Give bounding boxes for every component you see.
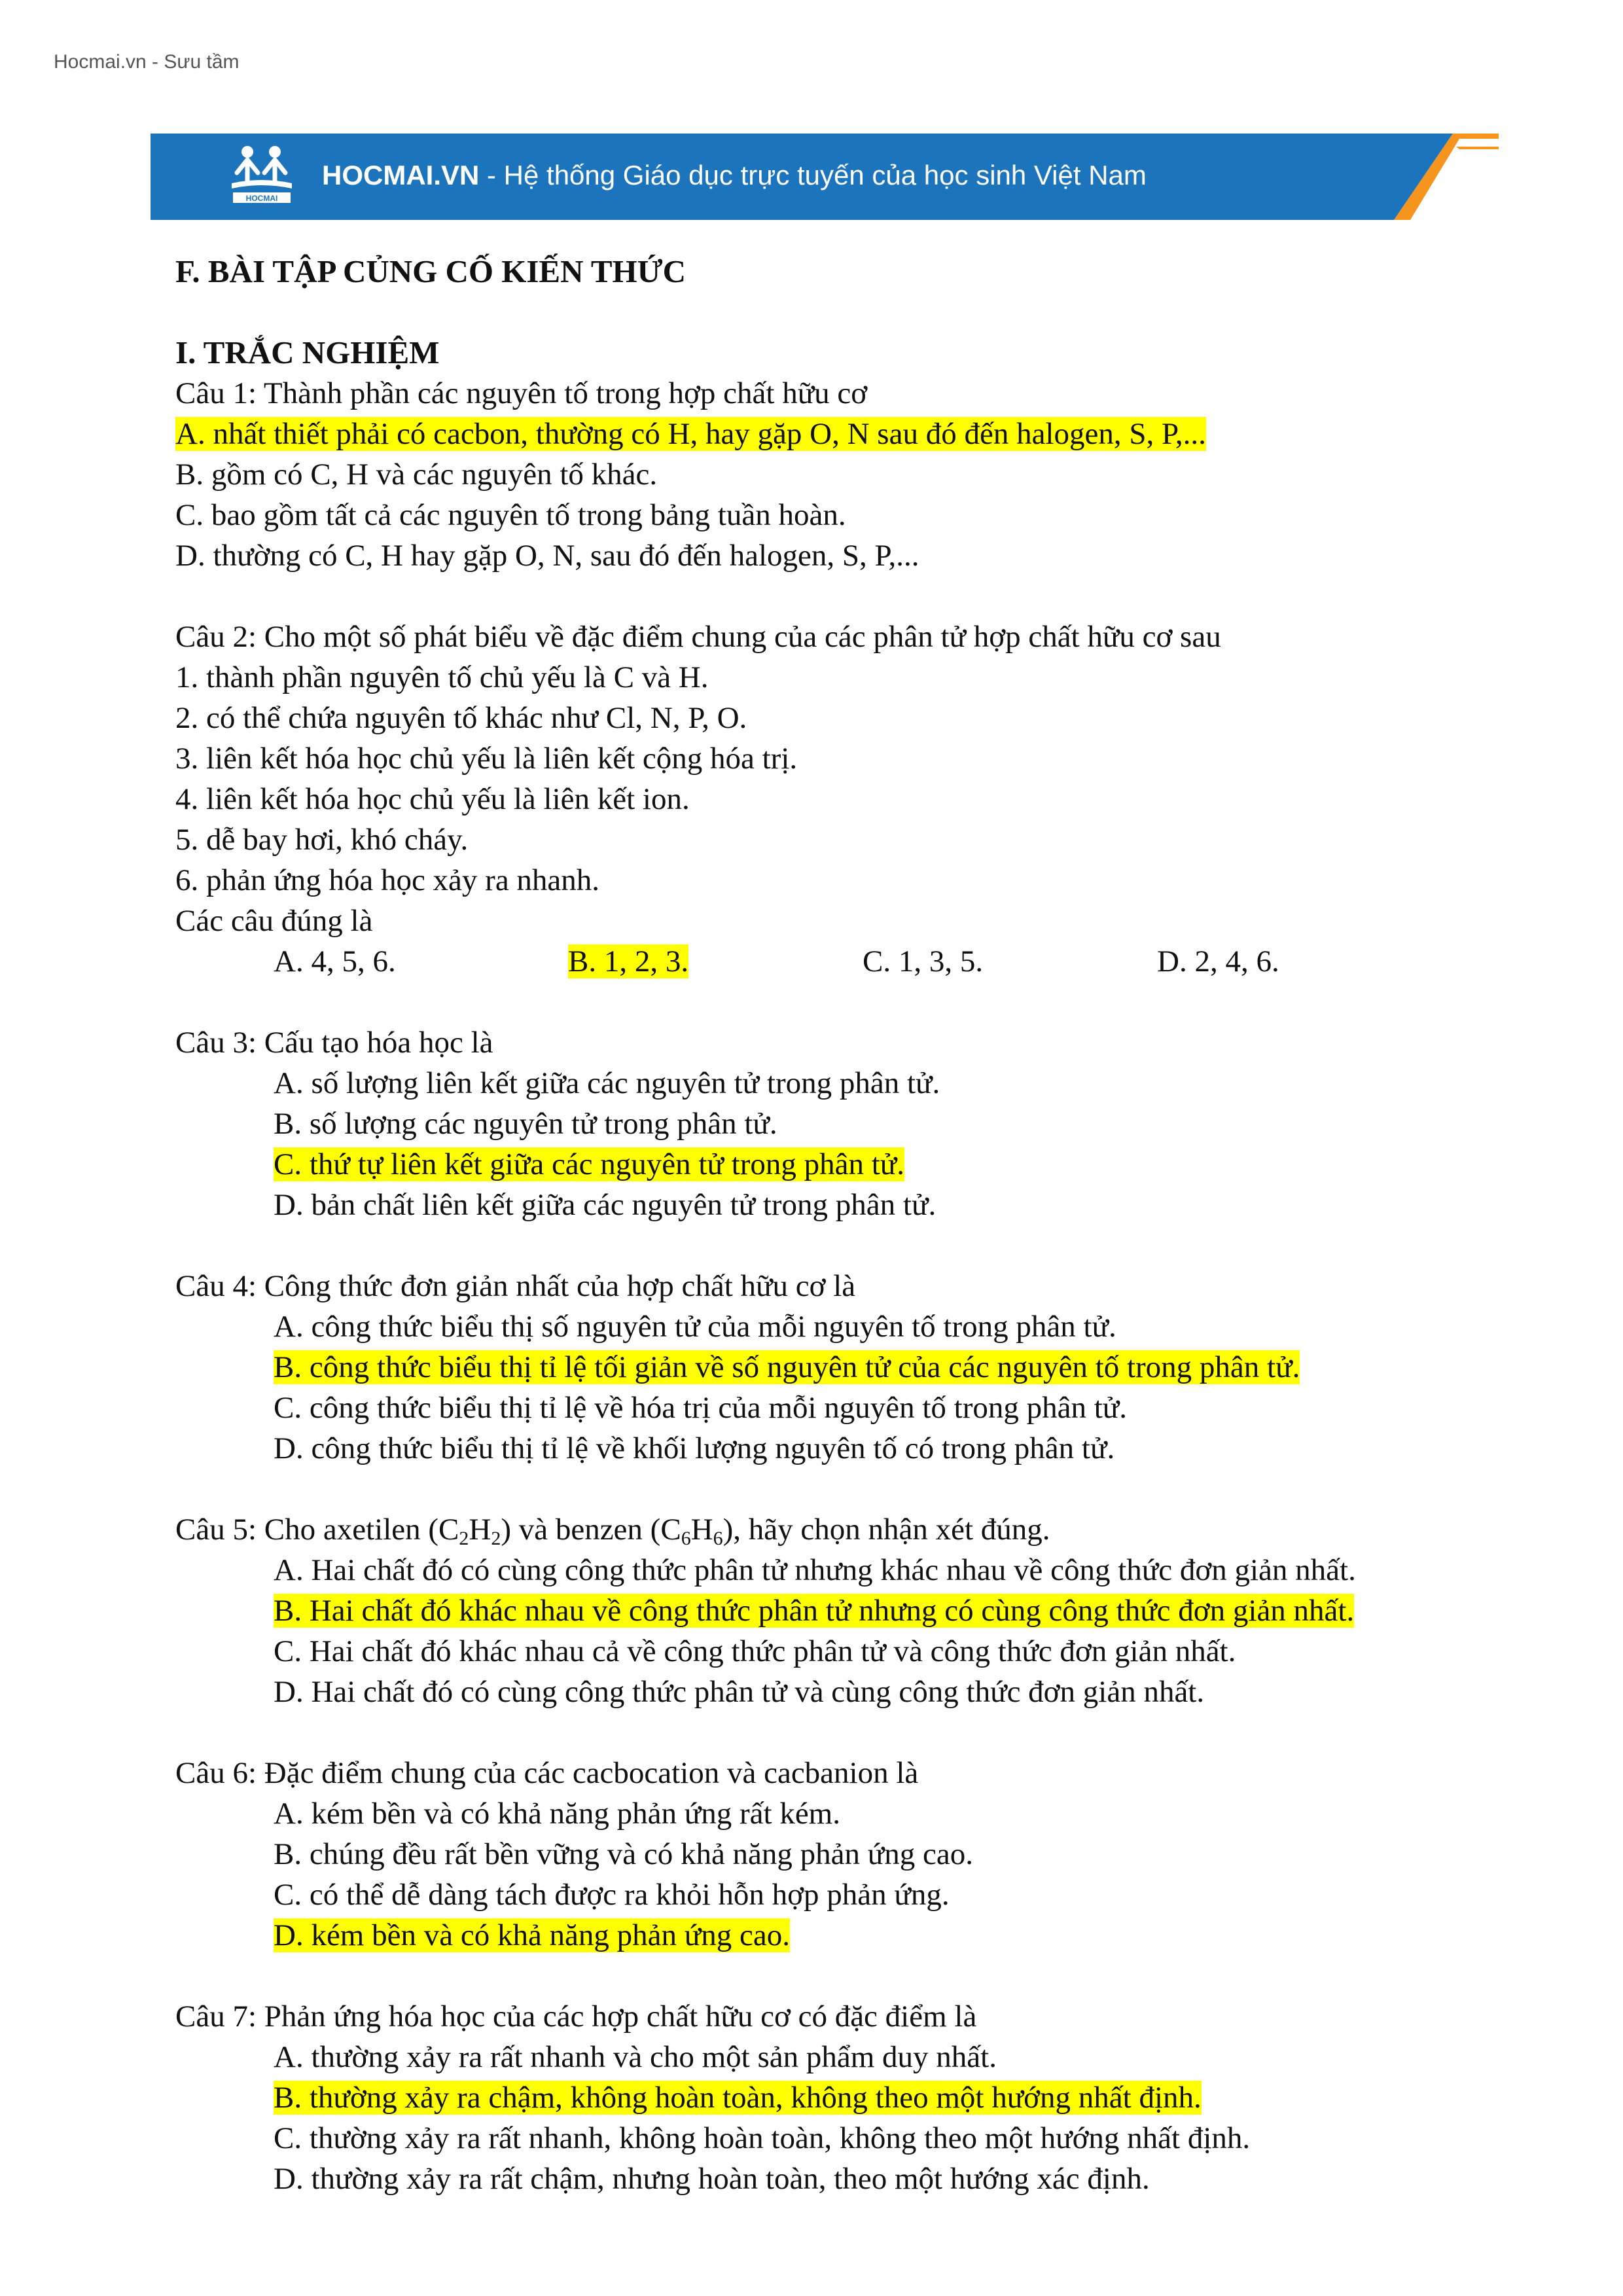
question-2-option-d: D. 2, 4, 6. bbox=[1157, 944, 1279, 978]
subscript: 6 bbox=[681, 1528, 691, 1549]
question-2-statement: 4. liên kết hóa học chủ yếu là liên kết ion. bbox=[175, 782, 690, 816]
question-6-option-c: C. có thể dễ dàng tách được ra khỏi hỗn hợp phản ứng. bbox=[274, 1878, 950, 1912]
question-2-stem: Câu 2: Cho một số phát biểu về đặc điểm chung của các phân tử hợp chất hữu cơ sau bbox=[175, 620, 1221, 654]
question-1-stem: Câu 1: Thành phần các nguyên tố trong hợp chất hữu cơ bbox=[175, 376, 868, 410]
section-title: F. BÀI TẬP CỦNG CỐ KIẾN THỨC bbox=[175, 253, 687, 289]
question-3-option-b: B. số lượng các nguyên tử trong phân tử. bbox=[274, 1107, 777, 1141]
hocmai-logo bbox=[228, 143, 296, 206]
stem-part: H bbox=[690, 1513, 713, 1547]
header-banner bbox=[151, 134, 1499, 220]
question-2-option-c: C. 1, 3, 5. bbox=[863, 944, 984, 978]
question-3-option-c-correct: C. thứ tự liên kết giữa các nguyên tử trong phân tử. bbox=[274, 1147, 905, 1181]
question-6-option-d-correct: D. kém bền và có khả năng phản ứng cao. bbox=[274, 1918, 790, 1952]
question-2-statement: 6. phản ứng hóa học xảy ra nhanh. bbox=[175, 863, 600, 897]
question-1-option-d: D. thường có C, H hay gặp O, N, sau đó đến halogen, S, P,... bbox=[175, 539, 919, 573]
question-4-option-c: C. công thức biểu thị tỉ lệ về hóa trị của mỗi nguyên tố trong phân tử. bbox=[274, 1391, 1128, 1425]
svg-text:HOCMAI: HOCMAI bbox=[245, 194, 278, 203]
stem-part: H bbox=[469, 1513, 491, 1547]
brand-tagline: - Hệ thống Giáo dục trực tuyến của học sinh Việt Nam bbox=[479, 160, 1147, 190]
banner-text bbox=[322, 160, 1147, 191]
question-7-option-d: D. thường xảy ra rất chậm, nhưng hoàn toàn, theo một hướng xác định. bbox=[274, 2162, 1150, 2196]
stem-part: ), hãy chọn nhận xét đúng. bbox=[722, 1513, 1050, 1547]
question-5-option-d: D. Hai chất đó có cùng công thức phân tử và cùng công thức đơn giản nhất. bbox=[274, 1675, 1205, 1709]
question-2-prompt: Các câu đúng là bbox=[175, 904, 373, 938]
question-7-option-b-correct: B. thường xảy ra chậm, không hoàn toàn, không theo một hướng nhất định. bbox=[274, 2081, 1202, 2115]
question-6-option-b: B. chúng đều rất bền vững và có khả năng phản ứng cao. bbox=[274, 1837, 973, 1871]
question-3-option-d: D. bản chất liên kết giữa các nguyên tử trong phân tử. bbox=[274, 1188, 936, 1222]
page-watermark: Hocmai.vn - Sưu tầm bbox=[54, 51, 240, 73]
question-4-option-a: A. công thức biểu thị số nguyên tử của mỗi nguyên tố trong phân tử. bbox=[274, 1310, 1116, 1344]
exercise-content bbox=[175, 251, 1510, 2199]
stem-part: Câu 5: Cho axetilen (C bbox=[175, 1513, 459, 1547]
question-3-option-a: A. số lượng liên kết giữa các nguyên tử trong phân tử. bbox=[274, 1066, 940, 1100]
question-5-option-b-correct: B. Hai chất đó khác nhau về công thức phân tử nhưng có cùng công thức đơn giản nhất. bbox=[274, 1594, 1355, 1628]
subscript: 2 bbox=[459, 1528, 469, 1549]
question-7-option-a: A. thường xảy ra rất nhanh và cho một sản phẩm duy nhất. bbox=[274, 2040, 997, 2074]
question-2-options bbox=[175, 941, 1510, 982]
question-5-option-a: A. Hai chất đó có cùng công thức phân tử nhưng khác nhau về công thức đơn giản nhất. bbox=[274, 1553, 1356, 1587]
question-2-option-b-correct: B. 1, 2, 3. bbox=[568, 944, 689, 978]
question-1-option-a-correct: A. nhất thiết phải có cacbon, thường có H, hay gặp O, N sau đó đến halogen, S, P,... bbox=[175, 417, 1206, 451]
question-7-option-c: C. thường xảy ra rất nhanh, không hoàn toàn, không theo một hướng nhất định. bbox=[274, 2121, 1251, 2155]
question-5-stem bbox=[175, 1509, 1510, 1550]
question-1-option-b: B. gồm có C, H và các nguyên tố khác. bbox=[175, 457, 658, 492]
subscript: 2 bbox=[491, 1528, 501, 1549]
question-6-option-a: A. kém bền và có khả năng phản ứng rất kém. bbox=[274, 1797, 840, 1831]
question-5-option-c: C. Hai chất đó khác nhau cả về công thức phân tử và công thức đơn giản nhất. bbox=[274, 1634, 1236, 1668]
question-2-statement: 2. có thể chứa nguyên tố khác như Cl, N, P, O. bbox=[175, 701, 747, 735]
question-7-stem: Câu 7: Phản ứng hóa học của các hợp chất hữu cơ có đặc điểm là bbox=[175, 2000, 977, 2034]
question-2-statement: 5. dễ bay hơi, khó cháy. bbox=[175, 823, 469, 857]
question-2-statement: 3. liên kết hóa học chủ yếu là liên kết cộng hóa trị. bbox=[175, 742, 798, 776]
question-2-option-a: A. 4, 5, 6. bbox=[274, 944, 396, 978]
question-2-statement: 1. thành phần nguyên tố chủ yếu là C và H. bbox=[175, 660, 709, 694]
question-3-stem: Câu 3: Cấu tạo hóa học là bbox=[175, 1026, 493, 1060]
stem-part: ) và benzen (C bbox=[501, 1513, 681, 1547]
subscript: 6 bbox=[713, 1528, 723, 1549]
question-4-stem: Câu 4: Công thức đơn giản nhất của hợp chất hữu cơ là bbox=[175, 1269, 856, 1303]
subsection-title: I. TRẮC NGHIỆM bbox=[175, 334, 440, 370]
brand-name: HOCMAI.VN bbox=[322, 160, 480, 190]
question-4-option-d: D. công thức biểu thị tỉ lệ về khối lượng nguyên tố có trong phân tử. bbox=[274, 1431, 1115, 1465]
question-1-option-c: C. bao gồm tất cả các nguyên tố trong bảng tuần hoàn. bbox=[175, 498, 846, 532]
question-4-option-b-correct: B. công thức biểu thị tỉ lệ tối giản về số nguyên tử của các nguyên tố trong phân tử. bbox=[274, 1350, 1300, 1384]
question-6-stem: Câu 6: Đặc điểm chung của các cacbocation và cacbanion là bbox=[175, 1756, 919, 1790]
